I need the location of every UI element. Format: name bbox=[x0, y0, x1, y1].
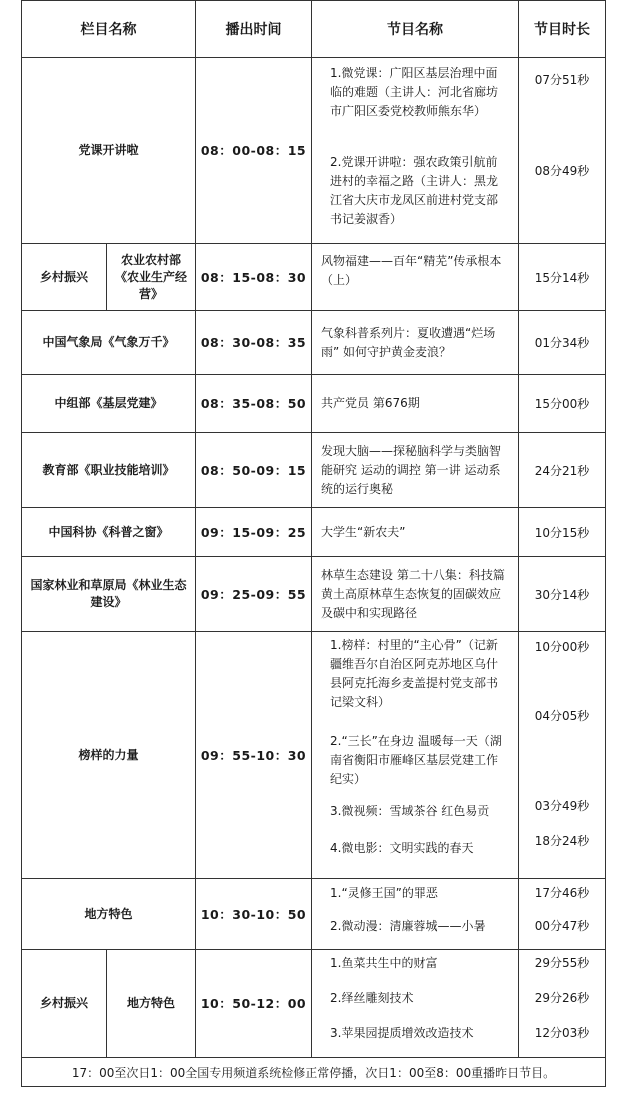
program-title: 气象科普系列片：夏收遭遇“烂场雨” 如何守护黄金麦浪？ bbox=[312, 311, 519, 375]
header-program: 节目名称 bbox=[312, 1, 519, 58]
program-duration: 07分51秒 bbox=[534, 73, 590, 87]
program-duration: 04分05秒 bbox=[534, 709, 590, 723]
program-duration: 08分49秒 bbox=[534, 164, 590, 178]
channel-cell: 中国科协《科普之窗》 bbox=[22, 508, 196, 557]
channel-cell: 国家林业和草原局《林业生态建设》 bbox=[22, 557, 196, 632]
program-duration: 00分47秒 bbox=[534, 919, 590, 933]
program-title: 4.微电影：文明实践的春天 bbox=[330, 841, 474, 855]
program-title: 3.苹果园提质增效改造技术 bbox=[330, 1026, 474, 1040]
table-row bbox=[22, 375, 606, 433]
program-title: 1.榜样：村里的“主心骨”（记新疆维吾尔自治区阿克苏地区乌什县阿克托海乡麦盖提村党支部书记梁文科） bbox=[330, 638, 499, 709]
time-cell: 08：30-08：35 bbox=[196, 311, 312, 375]
duration-cell bbox=[519, 58, 606, 244]
table-row bbox=[22, 557, 606, 632]
program-cell bbox=[312, 950, 519, 1058]
header-time: 播出时间 bbox=[196, 1, 312, 58]
table-row bbox=[22, 244, 606, 311]
program-title: 林草生态建设 第二十八集：科技篇 黄土高原林草生态恢复的固碳效应及碳中和实现路径 bbox=[312, 557, 519, 632]
footer-note: 17：00至次日1：00全国专用频道系统检修正常停播，次日1：00至8：00重播昨日节目。 bbox=[22, 1058, 606, 1087]
table-row bbox=[22, 508, 606, 557]
header-duration: 节目时长 bbox=[519, 1, 606, 58]
time-cell: 10：30-10：50 bbox=[196, 879, 312, 950]
program-duration: 30分14秒 bbox=[519, 557, 606, 632]
time-cell: 10：50-12：00 bbox=[196, 950, 312, 1058]
program-duration: 17分46秒 bbox=[534, 886, 590, 900]
sub-channel-cell: 地方特色 bbox=[107, 950, 196, 1058]
program-cell bbox=[312, 58, 519, 244]
schedule-table bbox=[21, 0, 606, 1087]
table-row bbox=[22, 58, 606, 244]
time-cell: 08：15-08：30 bbox=[196, 244, 312, 311]
table-row bbox=[22, 311, 606, 375]
program-title: 2.绎丝雕刻技术 bbox=[330, 991, 414, 1005]
program-duration: 18分24秒 bbox=[534, 834, 590, 848]
program-title: 大学生“新农夫” bbox=[312, 508, 519, 557]
program-title: 1.“灵修王国”的罪恶 bbox=[330, 886, 438, 900]
program-title: 发现大脑——探秘脑科学与类脑智能研究 运动的调控 第一讲 运动系统的运行奥秘 bbox=[312, 433, 519, 508]
time-cell: 08：50-09：15 bbox=[196, 433, 312, 508]
time-cell: 09：55-10：30 bbox=[196, 632, 312, 879]
time-cell: 09：25-09：55 bbox=[196, 557, 312, 632]
channel-cell: 榜样的力量 bbox=[22, 632, 196, 879]
channel-cell: 党课开讲啦 bbox=[22, 58, 196, 244]
program-title: 1.鱼菜共生中的财富 bbox=[330, 956, 438, 970]
channel-cell: 乡村振兴 bbox=[22, 244, 107, 311]
program-title: 3.微视频：雪域茶谷 红色易贡 bbox=[330, 804, 490, 818]
program-duration: 24分21秒 bbox=[519, 433, 606, 508]
duration-cell bbox=[519, 879, 606, 950]
table-header-row bbox=[22, 1, 606, 58]
program-duration: 15分00秒 bbox=[519, 375, 606, 433]
time-cell: 09：15-09：25 bbox=[196, 508, 312, 557]
program-duration: 10分15秒 bbox=[519, 508, 606, 557]
channel-cell: 中国气象局《气象万千》 bbox=[22, 311, 196, 375]
program-duration: 29分55秒 bbox=[534, 956, 590, 970]
duration-cell bbox=[519, 950, 606, 1058]
channel-cell: 乡村振兴 bbox=[22, 950, 107, 1058]
program-duration: 15分14秒 bbox=[519, 244, 606, 311]
program-title: 2.微动漫：清廉蓉城——小暑 bbox=[330, 919, 486, 933]
program-title: 共产党员 第676期 bbox=[312, 375, 519, 433]
program-title: 2.“三长”在身边 温暖每一天（湖南省衡阳市雁峰区基层党建工作纪实） bbox=[330, 734, 502, 786]
channel-cell: 中组部《基层党建》 bbox=[22, 375, 196, 433]
time-cell: 08：00-08：15 bbox=[196, 58, 312, 244]
program-duration: 29分26秒 bbox=[534, 991, 590, 1005]
table-row bbox=[22, 950, 606, 1058]
program-title: 2.党课开讲啦：强农政策引航前进村的幸福之路（主讲人：黑龙江省大庆市龙凤区前进村党支部书记姜淑香） bbox=[330, 155, 499, 226]
program-duration: 10分00秒 bbox=[534, 640, 590, 654]
table-row bbox=[22, 632, 606, 879]
footer-row bbox=[22, 1058, 606, 1087]
channel-cell: 教育部《职业技能培训》 bbox=[22, 433, 196, 508]
program-title: 风物福建——百年“精芜”传承根本（上） bbox=[312, 244, 519, 311]
table-row bbox=[22, 879, 606, 950]
program-duration: 03分49秒 bbox=[534, 799, 590, 813]
program-cell bbox=[312, 879, 519, 950]
program-cell bbox=[312, 632, 519, 879]
program-title: 1.微党课：广阳区基层治理中面临的难题（主讲人：河北省廊坊市广阳区委党校教师熊东华） bbox=[330, 66, 499, 118]
channel-cell: 地方特色 bbox=[22, 879, 196, 950]
program-duration: 01分34秒 bbox=[519, 311, 606, 375]
sub-channel-cell: 农业农村部《农业生产经营》 bbox=[107, 244, 196, 311]
time-cell: 08：35-08：50 bbox=[196, 375, 312, 433]
program-duration: 12分03秒 bbox=[534, 1026, 590, 1040]
header-channel: 栏目名称 bbox=[22, 1, 196, 58]
duration-cell bbox=[519, 632, 606, 879]
table-row bbox=[22, 433, 606, 508]
